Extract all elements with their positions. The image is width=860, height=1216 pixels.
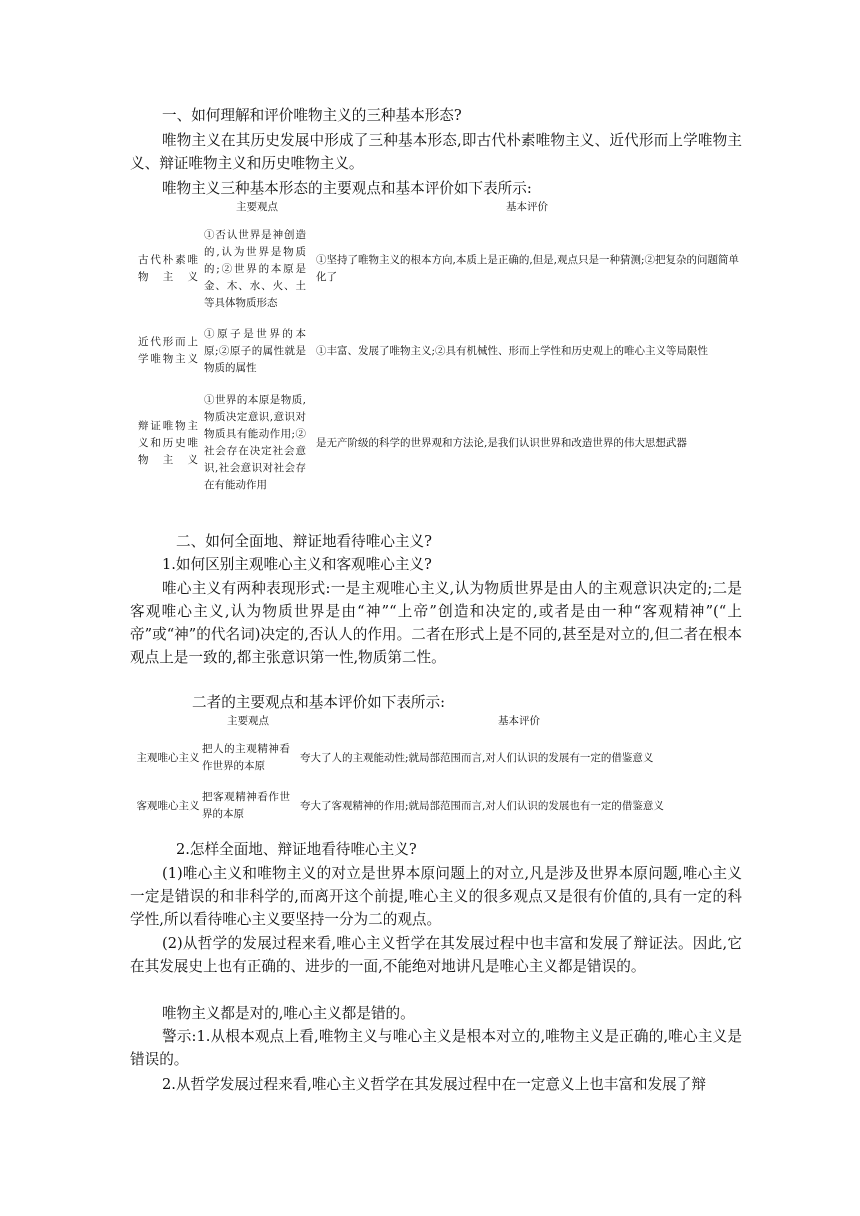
section1-heading: 一、如何理解和评价唯物主义的三种基本形态? — [162, 107, 462, 124]
row-view: ①世界的本原是物质,物质决定意识,意识对物质具有能动作用;②社会存在决定社会意识,社会意识对社会存在有能动作用 — [204, 394, 306, 491]
table-row — [134, 786, 744, 826]
column-header-view: 主要观点 — [227, 715, 269, 727]
row-eval: ①丰富、发展了唯物主义;②具有机械性、形而上学性和历史观上的唯心主义等局限性 — [316, 344, 709, 357]
table-header-row — [134, 713, 744, 730]
warning-point-2: 2.从哲学发展过程来看,唯心主义哲学在其发展过程中在一定意义上也丰富和发展了辩 — [162, 1076, 706, 1093]
section1-paragraph-2: 唯物主义三种基本形态的主要观点和基本评价如下表所示: — [162, 180, 532, 197]
row-name: 辩证唯物主义和历史唯物主义 — [138, 419, 198, 466]
row-eval: 夸大了客观精神的作用;就局部范围而言,对人们认识的发展也有一定的借鉴意义 — [300, 799, 664, 812]
section2-heading: 二、如何全面地、辩证地看待唯心主义? — [176, 533, 432, 550]
row-name: 古代朴素唯物主义 — [138, 254, 198, 283]
row-view: ①否认世界是神创造的,认为世界是物质的;②世界的本原是金、木、水、火、土等具体物质形态 — [204, 228, 306, 309]
section2-subheading-1: 1.如何区别主观唯心主义和客观唯心主义? — [162, 556, 432, 573]
section2-paragraph-4: (2)从哲学的发展过程来看,唯心主义哲学在其发展过程中也丰富和发展了辩证法。因此,它在其发展史上也有正确的、进步的一面,不能绝对地讲凡是唯心主义都是错误的。 — [130, 935, 742, 975]
section2-paragraph-2: 二者的主要观点和基本评价如下表所示: — [192, 694, 446, 711]
section2-paragraph-3: (1)唯心主义和唯物主义的对立是世界本原问题上的对立,凡是涉及世界本原问题,唯心主义一定是错误的和非科学的,而离开这个前提,唯心主义的很多观点又是很有价值的,具有一定的科学性,所以看待唯心主义要坚持一分为二的观点。 — [130, 865, 742, 928]
section1-paragraph-1: 唯物主义在其历史发展中形成了三种基本形态,即古代朴素唯物主义、近代形而上学唯物主义、辩证唯物主义和历史唯物主义。 — [130, 132, 742, 172]
column-header-eval: 基本评价 — [506, 201, 548, 213]
idealism-forms-table — [134, 713, 744, 826]
row-eval: ①坚持了唯物主义的根本方向,本质上是正确的,但是,观点只是一种猜测;②把复杂的问题简单化了 — [316, 254, 740, 283]
table-row — [138, 322, 744, 380]
row-eval: 是无产阶级的科学的世界观和方法论,是我们认识世界和改造世界的伟大思想武器 — [316, 436, 687, 449]
materialism-forms-table — [138, 199, 744, 506]
row-eval: 夸大了人的主观能动性;就局部范围而言,对人们认识的发展有一定的借鉴意义 — [300, 751, 654, 764]
warning-point-1: 警示:1.从根本观点上看,唯物主义与唯心主义是根本对立的,唯物主义是正确的,唯心主义是错误的。 — [130, 1028, 742, 1068]
row-view: 把客观精神看作世界的本原 — [202, 791, 290, 820]
row-view: ①原子是世界的本原;②原子的属性就是物质的属性 — [204, 327, 306, 374]
row-name: 近代形而上学唯物主义 — [138, 336, 198, 365]
section2-paragraph-1: 唯心主义有两种表现形式:一是主观唯心主义,认为物质世界是由人的主观意识决定的;二是客观唯心主义,认为物质世界是由“神”“上帝”创造和决定的,或者是由一种“客观精神”(“上帝”或“神”的代名词)决定的,否认人的作用。二者在形式上是不同的,甚至是对立的,但二者在根本观点上是一致的,都主张意识第一性,物质第二性。 — [130, 580, 742, 666]
table-header-row — [138, 199, 744, 216]
table-row — [134, 730, 744, 786]
misconception-statement: 唯物主义都是对的,唯心主义都是错的。 — [162, 1005, 415, 1022]
row-view: 把人的主观精神看作世界的本原 — [202, 743, 290, 772]
column-header-view: 主要观点 — [236, 201, 278, 213]
table-row — [138, 216, 744, 322]
column-header-eval: 基本评价 — [498, 715, 540, 727]
row-name: 主观唯心主义 — [136, 751, 200, 764]
row-name: 客观唯心主义 — [136, 799, 200, 812]
section2-subheading-2: 2.怎样全面地、辩证地看待唯心主义? — [176, 841, 417, 858]
table-row — [138, 380, 744, 506]
